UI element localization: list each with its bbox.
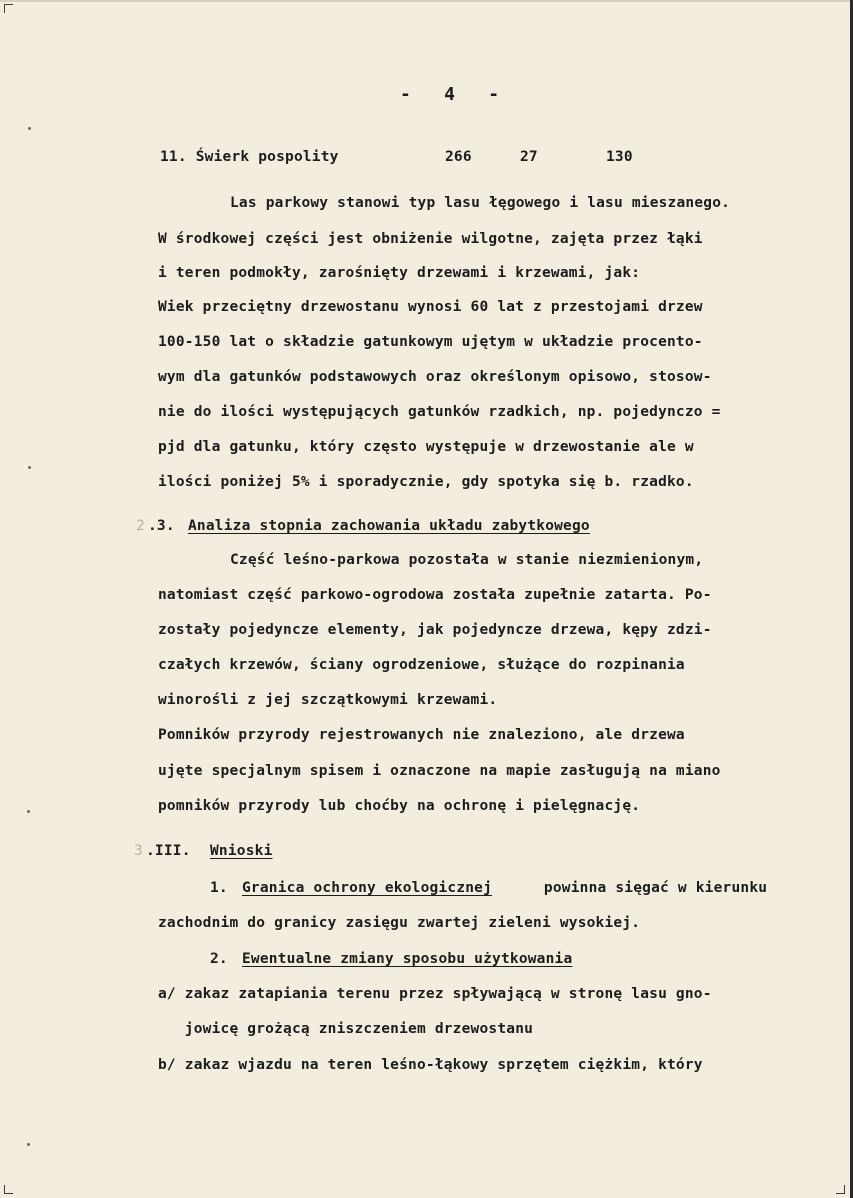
para2-line: Część leśno-parkowa pozostała w stanie niezmienionym, — [230, 552, 704, 568]
para2-line: ujęte specjalnym spisem i oznaczone na mapie zasługują na miano — [158, 763, 721, 779]
para2-line: winorośli z jej szczątkowymi krzewami. — [158, 692, 498, 708]
para2-line: pomników przyrody lub choćby na ochronę i pielęgnację. — [158, 798, 641, 814]
para1-line: wym dla gatunków podstawowych oraz określonym opisowo, stosow- — [158, 369, 712, 385]
item-number: 2. — [210, 951, 228, 967]
item-underlined: Ewentualne zmiany sposobu użytkowania — [242, 951, 573, 967]
para1-line: i teren podmokły, zarośnięty drzewami i krzewami, jak: — [158, 265, 641, 281]
section-number: .III. — [146, 843, 191, 859]
species-row-value-1: 266 — [445, 149, 472, 165]
list-item: a/ zakaz zatapiania terenu przez spływającą w stronę lasu gno- — [158, 986, 712, 1002]
item-underlined: Granica ochrony ekologicznej — [242, 880, 493, 896]
scan-speck — [28, 466, 31, 469]
para1-line: W środkowej części jest obniżenie wilgotne, zajęta przez łąki — [158, 231, 703, 247]
margin-mark: 3 — [134, 843, 143, 859]
item-number: 1. — [210, 880, 228, 896]
species-row-value-3: 130 — [606, 149, 633, 165]
para1-line: 100-150 lat o składzie gatunkowym ujętym w układzie procento- — [158, 334, 703, 350]
scan-top-edge — [0, 0, 853, 2]
para1-line: Wiek przeciętny drzewostanu wynosi 60 lat z przestojami drzew — [158, 299, 703, 315]
corner-mark — [4, 4, 13, 13]
para1-line: Las parkowy stanowi typ lasu łęgowego i lasu mieszanego. — [230, 195, 731, 211]
para2-line: zostały pojedyncze elementy, jak pojedyncze drzewa, kępy zdzi- — [158, 622, 712, 638]
species-row-label: 11. Świerk pospolity — [160, 149, 339, 165]
species-row-value-2: 27 — [520, 149, 538, 165]
section-title: Wnioski — [210, 843, 273, 859]
list-item: jowicę grożącą zniszczeniem drzewostanu — [158, 1021, 534, 1037]
corner-mark — [836, 1185, 845, 1194]
list-item: b/ zakaz wjazdu na teren leśno-łąkowy sprzętem ciężkim, który — [158, 1057, 703, 1073]
corner-mark — [4, 1185, 13, 1194]
para2-line: natomiast część parkowo-ogrodowa została zupełnie zatarta. Po- — [158, 587, 712, 603]
section-title: Analiza stopnia zachowania układu zabytkowego — [188, 518, 590, 534]
margin-mark: 2 — [136, 518, 145, 534]
para1-line: nie do ilości występujących gatunków rzadkich, np. pojedynczo = — [158, 404, 721, 420]
scan-speck — [28, 127, 31, 130]
para1-line: ilości poniżej 5% i sporadycznie, gdy spotyka się b. rzadko. — [158, 474, 694, 490]
para2-line: Pomników przyrody rejestrowanych nie znaleziono, ale drzewa — [158, 727, 685, 743]
item-line2: zachodnim do granicy zasięgu zwartej zieleni wysokiej. — [158, 915, 641, 931]
section-number: .3. — [148, 518, 175, 534]
scan-speck — [27, 810, 30, 813]
scan-speck — [27, 1143, 30, 1146]
page-number: - 4 - — [400, 84, 500, 105]
para2-line: czałych krzewów, ściany ogrodzeniowe, służące do rozpinania — [158, 657, 685, 673]
item-rest: powinna sięgać w kierunku — [535, 880, 768, 896]
para1-line: pjd dla gatunku, który często występuje w drzewostanie ale w — [158, 439, 694, 455]
